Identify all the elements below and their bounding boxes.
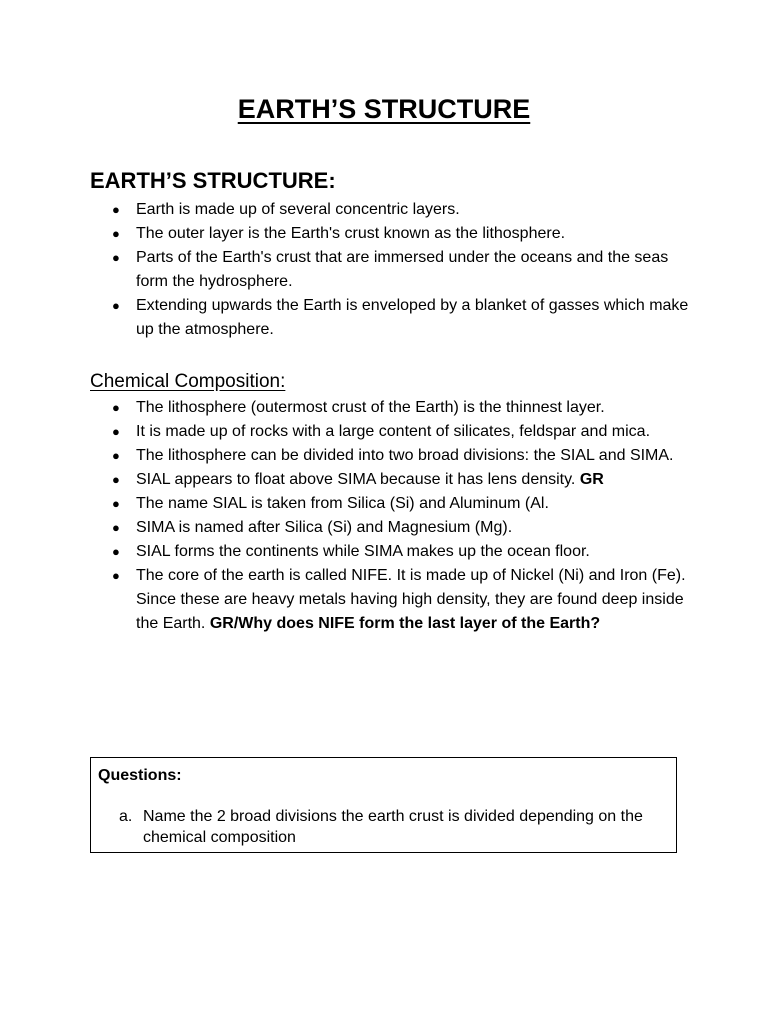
question-item — [119, 806, 669, 848]
questions-title: Questions: — [98, 767, 182, 784]
list-item-text: The core of the earth is called NIFE. It is made up of Nickel (Ni) and Iron (Fe). Since these are heavy metals having high density, they are found deep inside the Earth. — [136, 567, 686, 632]
list-item — [110, 492, 690, 516]
list-item — [110, 222, 690, 246]
list-item-text: Parts of the Earth's crust that are immersed under the oceans and the seas form the hydrosphere. — [136, 249, 669, 290]
list-item-text: The lithosphere can be divided into two broad divisions: the SIAL and SIMA. — [136, 447, 674, 464]
gr-question: GR/Why does NIFE form the last layer of the Earth? — [209, 615, 601, 632]
questions-box — [90, 757, 677, 853]
list-item — [110, 198, 690, 222]
bullet-icon: ● — [112, 202, 120, 217]
bullet-icon: ● — [112, 520, 120, 535]
list-item — [110, 294, 690, 342]
document-title: EARTH’S STRUCTURE — [237, 94, 531, 124]
list-item-text: SIAL appears to float above SIMA because it has lens density. — [136, 471, 580, 488]
list-item — [110, 420, 690, 444]
bullet-icon: ● — [112, 226, 120, 241]
list-item — [110, 564, 690, 636]
bullet-icon: ● — [112, 472, 120, 487]
list-item — [110, 468, 690, 492]
bullet-icon: ● — [112, 496, 120, 511]
gr-marker: GR — [579, 471, 604, 488]
bullet-icon: ● — [112, 544, 120, 559]
bullet-icon: ● — [112, 424, 120, 439]
list-item — [110, 516, 690, 540]
bullet-icon: ● — [112, 400, 120, 415]
list-item — [110, 396, 690, 420]
chemical-composition-list — [110, 396, 690, 636]
list-item — [110, 444, 690, 468]
question-text: Name the 2 broad divisions the earth crust is divided depending on the chemical composition — [143, 808, 643, 846]
list-item-text: SIMA is named after Silica (Si) and Magnesium (Mg). — [136, 519, 513, 536]
bullet-icon: ● — [112, 250, 120, 265]
list-item-text: It is made up of rocks with a large content of silicates, feldspar and mica. — [136, 423, 651, 440]
section-heading-earth-structure: EARTH’S STRUCTURE: — [90, 168, 336, 193]
list-item-text: The outer layer is the Earth's crust known as the lithosphere. — [136, 225, 566, 242]
bullet-icon: ● — [112, 298, 120, 313]
list-item-text: The name SIAL is taken from Silica (Si) and Aluminum (Al. — [136, 495, 549, 512]
bullet-icon: ● — [112, 448, 120, 463]
list-item — [110, 540, 690, 564]
section-heading-chemical-composition: Chemical Composition: — [90, 371, 286, 392]
list-item-text: Extending upwards the Earth is enveloped by a blanket of gasses which make up the atmosphere. — [136, 297, 689, 338]
list-item — [110, 246, 690, 294]
list-item-text: The lithosphere (outermost crust of the Earth) is the thinnest layer. — [136, 399, 605, 416]
earth-structure-list — [110, 198, 690, 342]
list-item-text: SIAL forms the continents while SIMA makes up the ocean floor. — [136, 543, 590, 560]
list-item-text: Earth is made up of several concentric layers. — [136, 201, 460, 218]
question-marker: a. — [119, 808, 133, 825]
bullet-icon: ● — [112, 568, 120, 583]
